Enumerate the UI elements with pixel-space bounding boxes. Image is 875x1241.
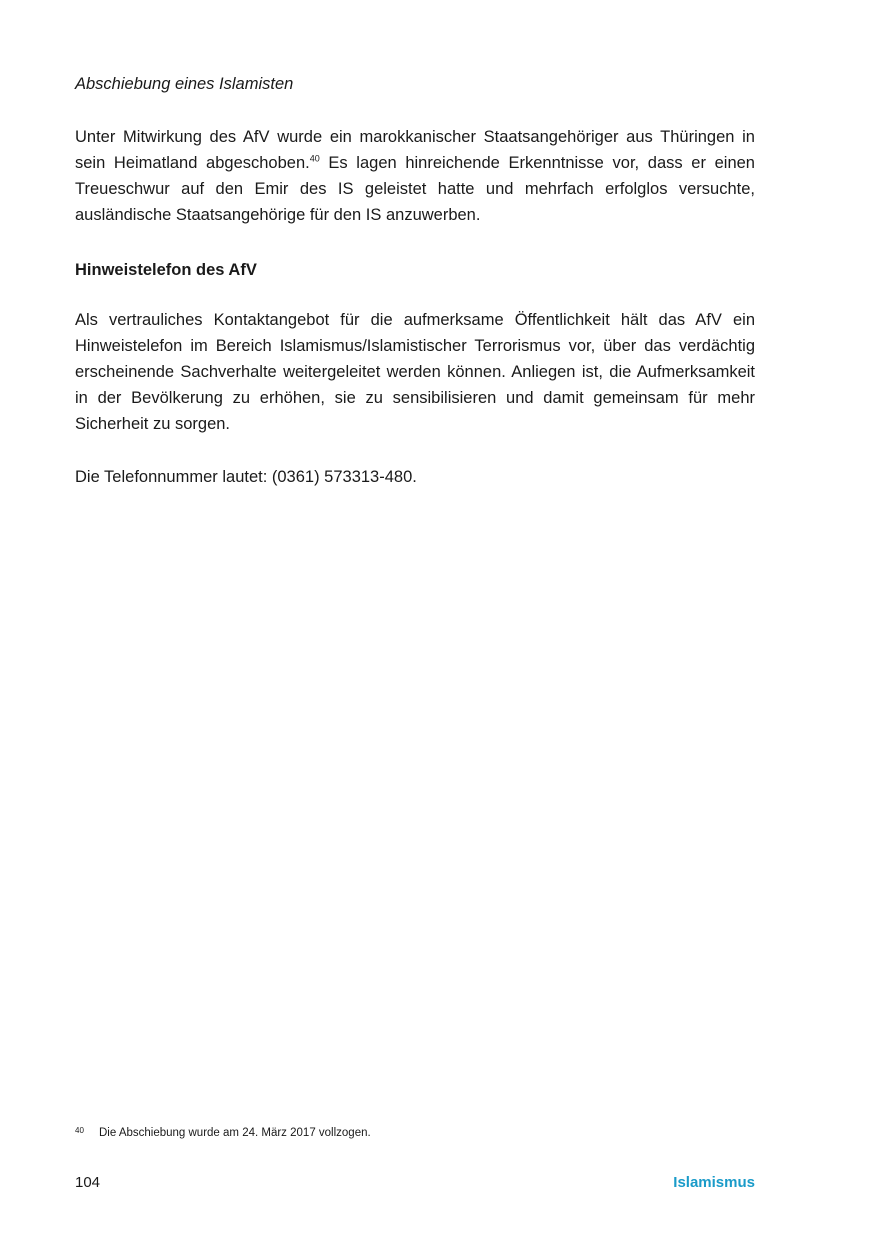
paragraph-phone-number: Die Telefonnummer lautet: (0361) 573313-480. [75,468,417,486]
section-heading-hinweistelefon: Hinweistelefon des AfV [75,261,257,279]
footnote-text: Die Abschiebung wurde am 24. März 2017 vollzogen. [99,1127,371,1139]
page-number: 104 [75,1174,101,1191]
document-page [75,0,755,1241]
paragraph-abschiebung [75,124,755,228]
paragraph-abschiebung-text-1: Unter Mitwirkung des AfV wurde ein marokkanischer Staatsangehöriger aus Thüringen in sein Heimatland abgeschoben. [75,128,755,172]
paragraph-abschiebung-text-2: Es lagen hinreichende Erkenntnisse vor, dass er einen Treueschwur auf den Emir des IS geleistet hatte und mehrfach erfolglos versuchte, ausländische Staatsangehörige für den IS anzuwerben. [75,154,755,224]
footnote [75,1125,755,1141]
page-footer [75,1172,755,1194]
footer-section-name: Islamismus [673,1174,755,1191]
footnote-number: 40 [75,1126,84,1135]
paragraph-hinweistelefon: Als vertrauliches Kontaktangebot für die aufmerksame Öffentlichkeit hält das AfV ein Hinweistelefon im Bereich Islamismus/Islamistischer Terrorismus vor, über das verdächtig erscheinende Sachverhalte weitergeleitet werden können. Anliegen ist, die Aufmerksamkeit in der Bevölkerung zu erhöhen, sie zu sensibilisieren und damit gemeinsam für mehr Sicherheit zu sorgen. [75,311,755,433]
section-heading-abschiebung: Abschiebung eines Islamisten [75,75,294,93]
footnote-reference: 40 [309,153,320,164]
